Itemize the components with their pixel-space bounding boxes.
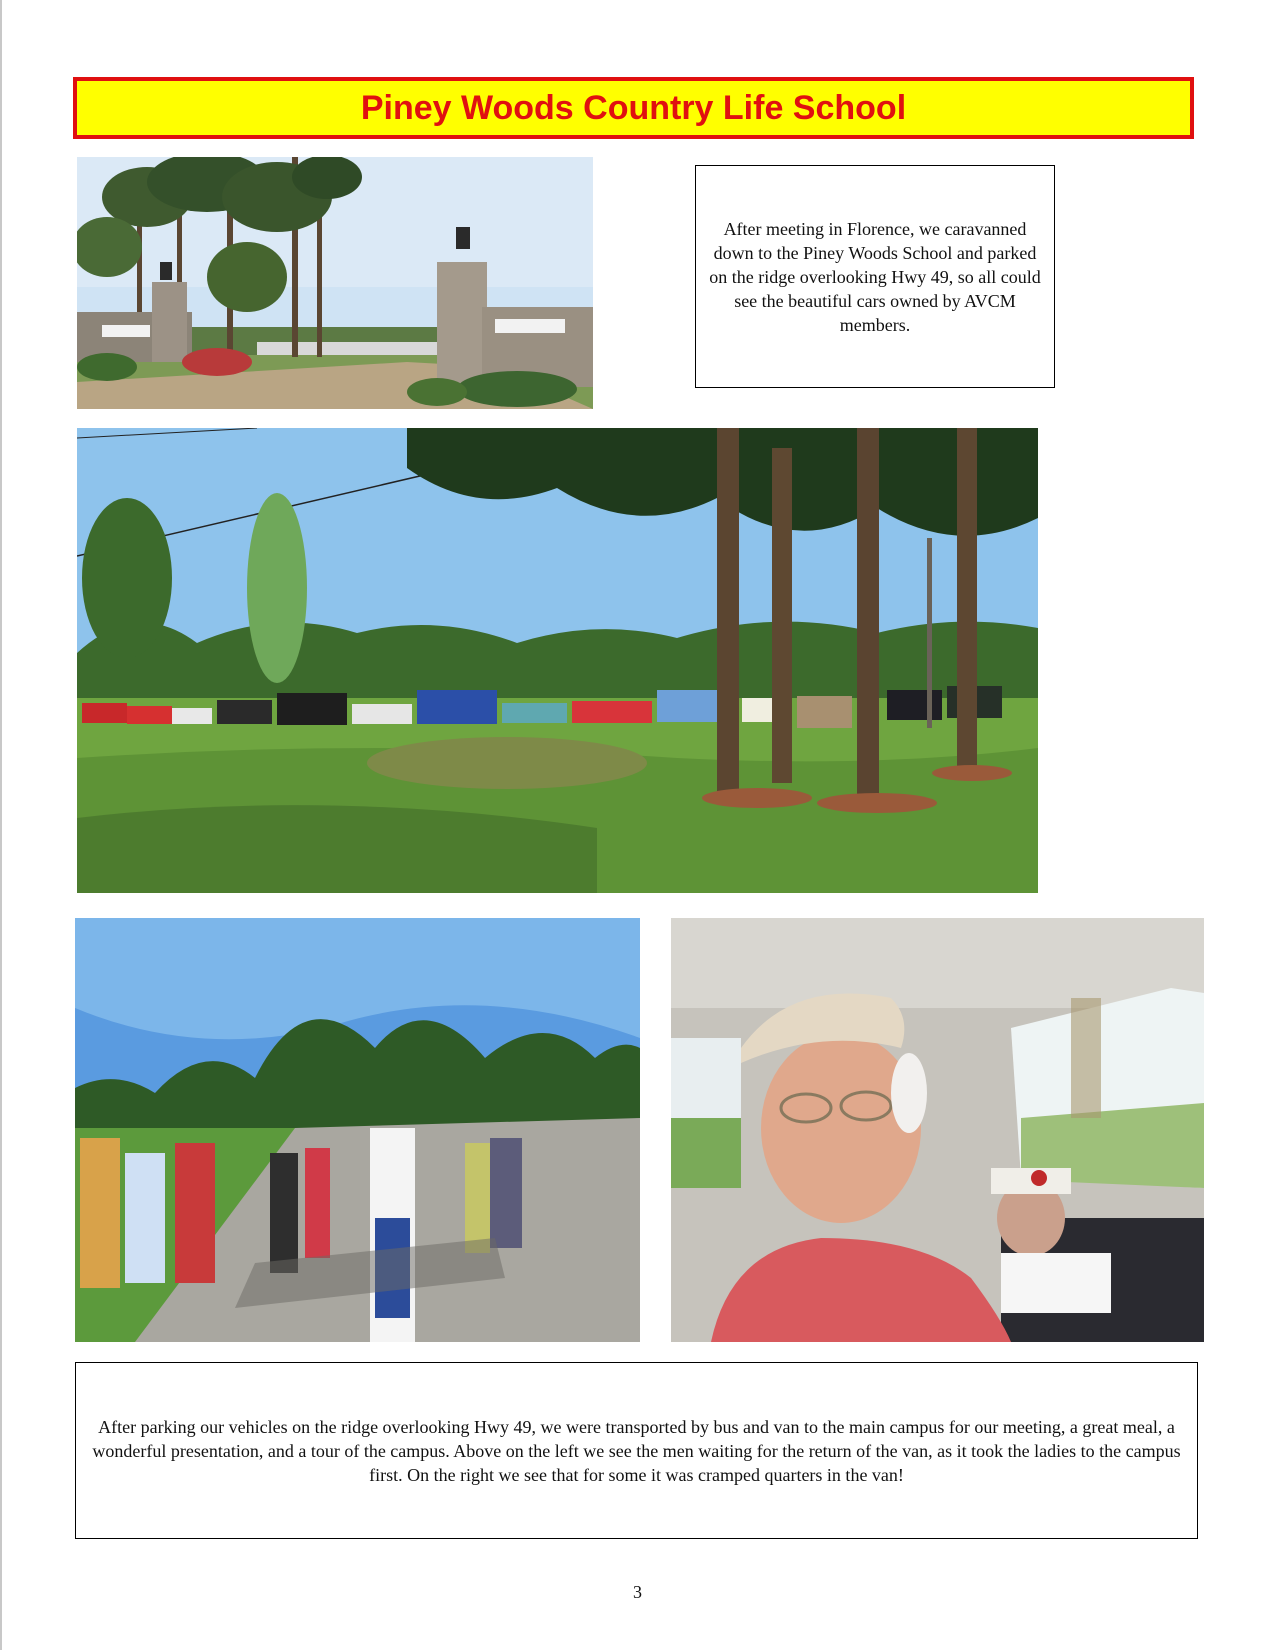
caption-gathering-text: After meeting in Florence, we caravanned down to the Piney Woods School and parked on the ridge overlooking Hwy 49, so all could see the beautiful cars owned by AVCM members. <box>709 218 1041 335</box>
caption-transport <box>75 1362 1198 1539</box>
page-title: Piney Woods Country Life School <box>360 88 907 127</box>
page-left-edge <box>0 0 2 1650</box>
photo-men-in-van <box>671 918 1204 1342</box>
title-banner <box>73 77 1194 139</box>
cap-logo-icon <box>1031 1170 1047 1186</box>
photo-school-entrance <box>77 157 593 409</box>
page-number: 3 <box>633 1582 642 1602</box>
photo-cars-on-ridge <box>77 428 1038 893</box>
caption-transport-text: After parking our vehicles on the ridge overlooking Hwy 49, we were transported by bus and van to the main campus for our meeting, a great meal, a wonderful presentation, and a tour of the campus. Above on the left we see the men waiting for the return of the van, as it took the ladies to the campus first. On the right we see that for some it was cramped quarters in the van! <box>92 1416 1181 1485</box>
caption-gathering <box>695 165 1055 388</box>
photo-men-waiting <box>75 918 640 1342</box>
